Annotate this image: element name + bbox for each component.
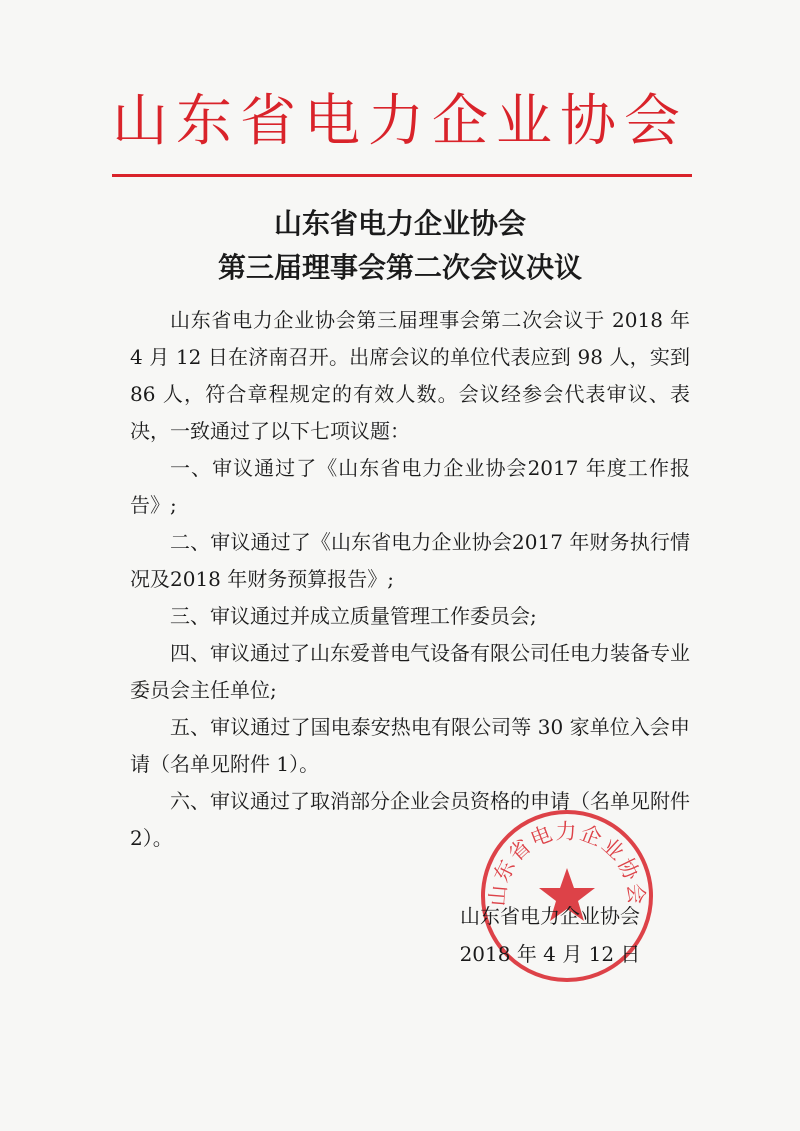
body-paragraph-intro: 山东省电力企业协会第三届理事会第二次会议于 2018 年 4 月 12 日在济南召开。出席会议的单位代表应到 98 人，实到 86 人，符合章程规定的有效人数。会议经参会代表审议、表决，一致通过了以下七项议题： [130, 308, 690, 443]
signature-date: 2018 年 4 月 12 日 [459, 942, 641, 966]
body-paragraph-item-1: 一、审议通过了《山东省电力企业协会2017 年度工作报告》; [130, 456, 690, 517]
document-title-line1: 山东省电力企业协会 [273, 207, 526, 240]
body-paragraph-item-6: 六、审议通过了取消部分企业会员资格的申请（名单见附件 2）。 [130, 789, 690, 850]
seal-arc-text: 山东省电力企业协会 [485, 819, 649, 908]
body-paragraph-item-3: 三、审议通过并成立质量管理工作委员会; [170, 604, 537, 628]
letterhead-title: 山东省电力企业协会 [112, 89, 688, 154]
signature-organization: 山东省电力企业协会 [460, 904, 640, 928]
body-paragraph-item-4: 四、审议通过了山东爱普电气设备有限公司任电力装备专业委员会主任单位; [130, 641, 690, 702]
body-paragraph-item-5: 五、审议通过了国电泰安热电有限公司等 30 家单位入会申请（名单见附件 1）。 [130, 715, 690, 776]
letterhead-red-rule [112, 174, 692, 177]
document-body [130, 302, 690, 857]
body-paragraph-item-2: 二、审议通过了《山东省电力企业协会2017 年财务执行情况及2018 年财务预算报告》; [130, 530, 690, 591]
document-title-line2: 第三届理事会第二次会议决议 [217, 251, 582, 284]
